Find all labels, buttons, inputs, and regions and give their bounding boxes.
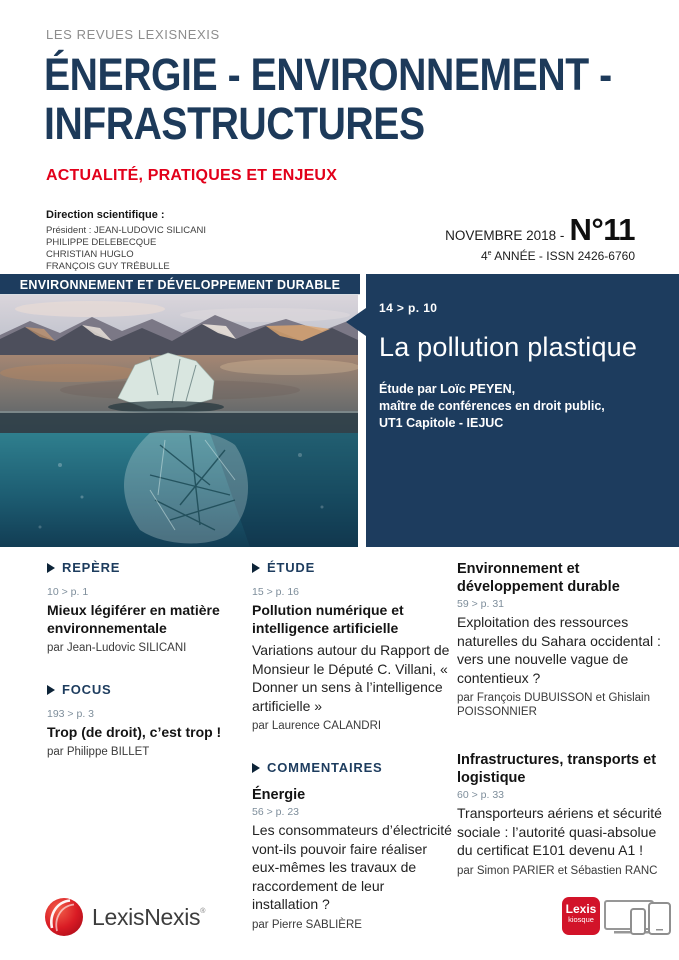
article-author: par Simon PARIER et Sébastien RANC	[457, 864, 658, 877]
toc-column-2	[252, 560, 452, 959]
section-label: ÉTUDE	[267, 560, 316, 575]
toc-column-3	[457, 560, 662, 905]
section-header-commentaires	[252, 760, 452, 775]
article-ref: 59 > p. 31	[457, 598, 504, 610]
direction-member: FRANÇOIS GUY TRÉBULLE	[46, 261, 170, 272]
article-author: par François DUBUISSON et Ghislain POISSONNIER	[457, 692, 651, 718]
magazine-title-line1: ÉNERGIE - ENVIRONNEMENT -	[44, 49, 612, 100]
direction-member: CHRISTIAN HUGLO	[46, 249, 134, 260]
article-ref: 15 > p. 16	[252, 586, 299, 598]
article-ref: 193 > p. 3	[47, 708, 94, 720]
article-title: Transporteurs aériens et sécurité sociale : l’autorité quasi-absolue du certificat E101 devenu A1 !	[457, 805, 662, 858]
toc-item	[252, 786, 452, 932]
section-arrow-icon	[252, 563, 260, 573]
direction-label: Direction scientifique :	[46, 209, 165, 221]
issue-block	[445, 212, 635, 263]
toc-column-1	[47, 560, 239, 786]
lexis-kiosque-icon: Lexis kiosque	[562, 897, 600, 935]
section-header-repere	[47, 560, 239, 575]
toc-item	[47, 586, 239, 655]
article-subtitle: Variations autour du Rapport de Monsieur le Député C. Villani, « Donner un sens à l’intelligence artificielle »	[252, 642, 450, 714]
feature-author-line: maître de conférences en droit public,	[379, 399, 605, 413]
article-title: Mieux légiférer en matière environnementale	[47, 602, 220, 636]
section-label: REPÈRE	[62, 560, 121, 575]
article-title: Pollution numérique et intelligence artificielle	[252, 602, 404, 636]
rubric-banner: ENVIRONNEMENT ET DÉVELOPPEMENT DURABLE	[0, 274, 360, 295]
cover-photo	[0, 295, 358, 547]
category-title: Environnement et développement durable	[457, 561, 620, 595]
toc-item	[252, 586, 452, 733]
issue-date: NOVEMBRE 2018 -	[445, 228, 565, 243]
lexisnexis-logo	[44, 897, 205, 937]
feature-ref: 14 > p. 10	[379, 301, 438, 315]
section-header-etude	[252, 560, 452, 575]
article-ref: 56 > p. 23	[252, 806, 299, 818]
article-title: Les consommateurs d’électricité vont-ils pouvoir faire réaliser eux-mêmes les travaux de raccordement de leur installation ?	[252, 822, 452, 912]
category-title: Infrastructures, transports et logistique	[457, 752, 657, 786]
magazine-tagline: ACTUALITÉ, PRATIQUES ET ENJEUX	[46, 167, 338, 184]
toc-item	[47, 708, 239, 759]
scientific-direction	[46, 209, 206, 273]
article-ref: 60 > p. 33	[457, 789, 504, 801]
issue-number: N°11	[569, 212, 635, 247]
section-header-focus	[47, 682, 239, 697]
section-arrow-icon	[47, 563, 55, 573]
publisher-kicker: LES REVUES LEXISNEXIS	[46, 27, 220, 42]
feature-title: La pollution plastique	[379, 332, 638, 362]
feature-panel-notch	[346, 308, 366, 336]
article-author: par Laurence CALANDRI	[252, 720, 382, 732]
lexis-kiosque-logo	[562, 897, 674, 939]
toc-item	[457, 560, 662, 719]
section-arrow-icon	[252, 763, 260, 773]
lexisnexis-globe-icon	[44, 897, 84, 937]
article-author: par Pierre SABLIÈRE	[252, 918, 362, 931]
article-title: Trop (de droit), c’est trop !	[47, 724, 222, 740]
direction-member: Président : JEAN-LUDOVIC SILICANI	[46, 225, 206, 236]
issue-info: 4e ANNÉE - ISSN 2426-6760	[480, 249, 635, 263]
section-label: FOCUS	[62, 682, 112, 697]
magazine-title	[44, 50, 612, 148]
article-author: par Philippe BILLET	[47, 746, 150, 758]
section-label: COMMENTAIRES	[267, 760, 383, 775]
feature-author	[379, 381, 661, 432]
iceberg-plastic-bag-illustration	[0, 295, 358, 547]
feature-author-line: Étude par Loïc PEYEN,	[379, 382, 516, 396]
section-arrow-icon	[47, 685, 55, 695]
feature-author-line: UT1 Capitole - IEJUC	[379, 416, 504, 430]
category-title: Énergie	[252, 787, 306, 803]
toc-item	[457, 751, 662, 878]
article-ref: 10 > p. 1	[47, 586, 89, 598]
devices-icon	[602, 895, 674, 939]
article-title: Exploitation des ressources naturelles du Sahara occidental : vers une nouvelle vague de contentieux ?	[457, 614, 661, 686]
article-author: par Jean-Ludovic SILICANI	[47, 642, 187, 654]
lexisnexis-wordmark: LexisNexis®	[92, 903, 206, 930]
direction-member: PHILIPPE DELEBECQUE	[46, 237, 157, 248]
magazine-title-line2: INFRASTRUCTURES	[44, 98, 425, 149]
feature-panel	[366, 274, 679, 547]
